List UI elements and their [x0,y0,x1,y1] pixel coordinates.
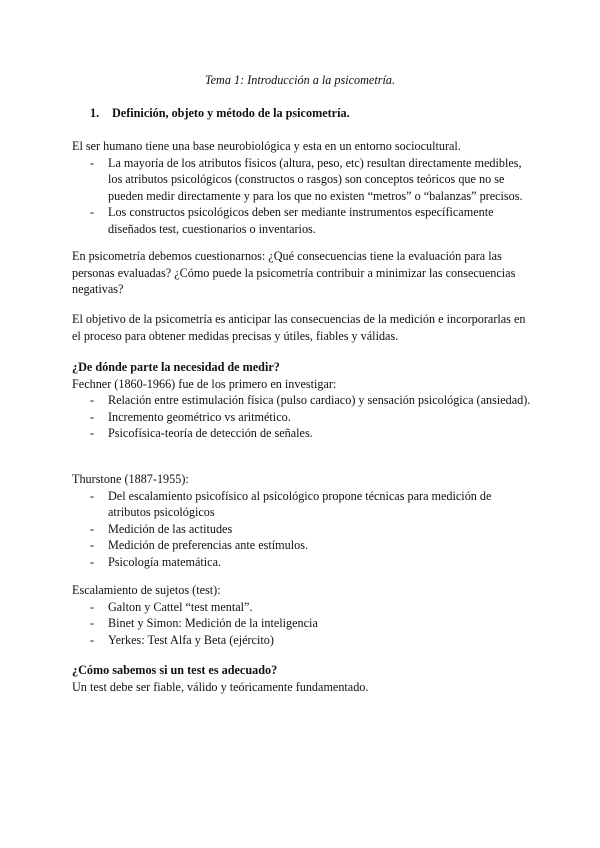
list-item: - Medición de las actitudes [72,521,532,538]
list-item: - Binet y Simon: Medición de la inteligencia [72,615,532,632]
list-item: - Galton y Cattel “test mental”. [72,599,532,616]
section-heading [90,105,350,122]
thurstone-list [72,488,532,571]
subheading-adecuado: ¿Cómo sabemos si un test es adecuado? [72,663,278,677]
fechner-paragraph: Fechner (1860-1966) fue de los primero en investigar: [72,376,337,391]
escalamiento-block [72,582,532,648]
adecuado-block [72,662,532,695]
fechner-list [72,392,532,442]
list-item: - Incremento geométrico vs aritmético. [72,409,532,426]
fechner-block [72,359,532,442]
list-item: - Relación entre estimulación física (pulso cardiaco) y sensación psicológica (ansiedad). [72,392,532,409]
list-item: - Yerkes: Test Alfa y Beta (ejército) [72,632,532,649]
section-title: Definición, objeto y método de la psicometría. [112,106,350,120]
list-item: - Medición de preferencias ante estímulos. [72,537,532,554]
list-item: - Psicofísica-teoría de detección de señales. [72,425,532,442]
question-paragraph-block [72,248,532,298]
objective-paragraph-block [72,311,532,344]
section-number: 1. [90,106,100,120]
subheading-necesidad: ¿De dónde parte la necesidad de medir? [72,360,280,374]
cuestionar-paragraph: En psicometría debemos cuestionarnos: ¿Qué consecuencias tiene la evaluación para las personas evaluadas? ¿Cómo puede la psicometría contribuir a minimizar las consecuencias negativas? [72,249,516,296]
list-item: - Los constructos psicológicos deben ser mediante instrumentos específicamente diseñados test, cuestionarios o inventarios. [72,204,532,237]
page-title: Tema 1: Introducción a la psicometría. [204,73,396,87]
thurstone-block [72,471,532,570]
escalamiento-paragraph: Escalamiento de sujetos (test): [72,583,221,597]
objetivo-paragraph: El objetivo de la psicometría es anticipar las consecuencias de la medición e incorporarlas en el proceso para obtener medidas precisas y útiles, fiables y válidas. [72,312,526,343]
thurstone-paragraph: Thurstone (1887-1955): [72,472,189,486]
list-item: - La mayoría de los atributos físicos (altura, peso, etc) resultan directamente medibles, los atributos psicológicos (constructos o rasgos) son conceptos teóricos que no se pueden medir directamente y para los que no existen “metros” o “balanzas” precisos. [72,155,532,205]
intro-block [72,138,532,237]
intro-paragraph: El ser humano tiene una base neurobiológica y esta en un entorno sociocultural. [72,139,461,153]
list-item: - Del escalamiento psicofísico al psicológico propone técnicas para medición de atributos psicológicos [72,488,532,521]
escalamiento-list [72,599,532,649]
intro-list [72,155,532,238]
final-paragraph: Un test debe ser fiable, válido y teóricamente fundamentado. [72,679,369,694]
list-item: - Psicología matemática. [72,554,532,571]
